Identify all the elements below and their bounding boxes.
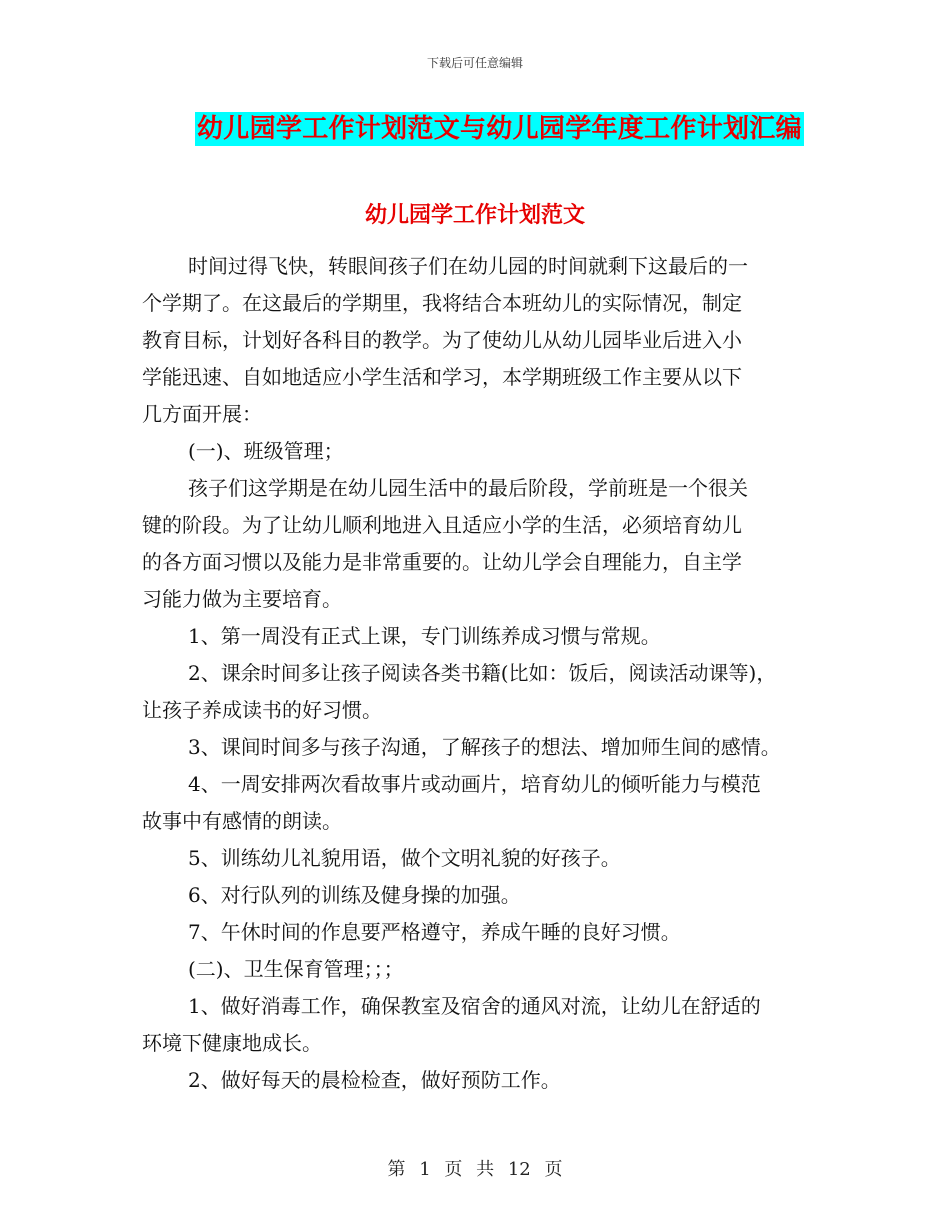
paragraph-line: 让孩子养成读书的好习惯。 <box>142 698 382 722</box>
paragraph-line: 环境下健康地成长。 <box>142 1031 322 1055</box>
paragraph <box>142 433 812 470</box>
paragraph-line: 键的阶段。为了让幼儿顺利地进入且适应小学的生活，必须培育幼儿 <box>142 513 742 537</box>
paragraph-line: 1、做好消毒工作，确保教室及宿舍的通风对流，让幼儿在舒适的 <box>188 994 761 1018</box>
page-footer: 第 1 页 共 12 页 <box>387 1159 563 1180</box>
paragraph <box>142 914 812 951</box>
paragraph <box>142 618 812 655</box>
paragraph <box>142 729 812 766</box>
paragraph-line: 几方面开展： <box>142 402 262 426</box>
document-body <box>142 248 812 1099</box>
paragraph-line: 个学期了。在这最后的学期里，我将结合本班幼儿的实际情况，制定 <box>142 291 742 315</box>
paragraph <box>142 840 812 877</box>
paragraph <box>142 655 812 729</box>
paragraph-line: (二)、卫生保育管理；；； <box>188 957 404 981</box>
paragraph-line: 1、第一周没有正式上课，专门训练养成习惯与常规。 <box>188 624 661 648</box>
paragraph-line: 时间过得飞快，转眼间孩子们在幼儿园的时间就剩下这最后的一 <box>188 254 748 278</box>
section-title: 幼儿园学工作计划范文 <box>364 203 585 228</box>
header-note: 下载后可任意编辑 <box>426 56 523 70</box>
paragraph-line: 的各方面习惯以及能力是非常重要的。让幼儿学会自理能力，自主学 <box>142 550 742 574</box>
paragraph-line: 习能力做为主要培育。 <box>142 587 342 611</box>
paragraph <box>142 877 812 914</box>
paragraph-line: 3、课间时间多与孩子沟通，了解孩子的想法、增加师生间的感情。 <box>188 735 781 759</box>
paragraph-line: 学能迅速、自如地适应小学生活和学习，本学期班级工作主要从以下 <box>142 365 742 389</box>
paragraph <box>142 766 812 840</box>
main-title-container <box>195 112 804 146</box>
paragraph <box>142 988 812 1062</box>
paragraph-line: 2、做好每天的晨检检查，做好预防工作。 <box>188 1068 561 1092</box>
main-title: 幼儿园学工作计划范文与幼儿园学年度工作计划汇编 <box>197 114 802 144</box>
paragraph-line: (一)、班级管理； <box>188 439 344 463</box>
paragraph-line: 5、训练幼儿礼貌用语，做个文明礼貌的好孩子。 <box>188 846 621 870</box>
paragraph-line: 6、对行队列的训练及健身操的加强。 <box>188 883 521 907</box>
paragraph-line: 教育目标，计划好各科目的教学。为了使幼儿从幼儿园毕业后进入小 <box>142 328 742 352</box>
paragraph <box>142 470 812 618</box>
paragraph <box>142 951 812 988</box>
paragraph-line: 故事中有感情的朗读。 <box>142 809 342 833</box>
paragraph-line: 4、一周安排两次看故事片或动画片，培育幼儿的倾听能力与模范 <box>188 772 761 796</box>
paragraph-line: 7、午休时间的作息要严格遵守，养成午睡的良好习惯。 <box>188 920 681 944</box>
paragraph <box>142 1062 812 1099</box>
paragraph-line: 孩子们这学期是在幼儿园生活中的最后阶段，学前班是一个很关 <box>188 476 748 500</box>
paragraph <box>142 248 812 433</box>
paragraph-line: 2、课余时间多让孩子阅读各类书籍(比如：饭后，阅读活动课等)， <box>188 661 777 685</box>
